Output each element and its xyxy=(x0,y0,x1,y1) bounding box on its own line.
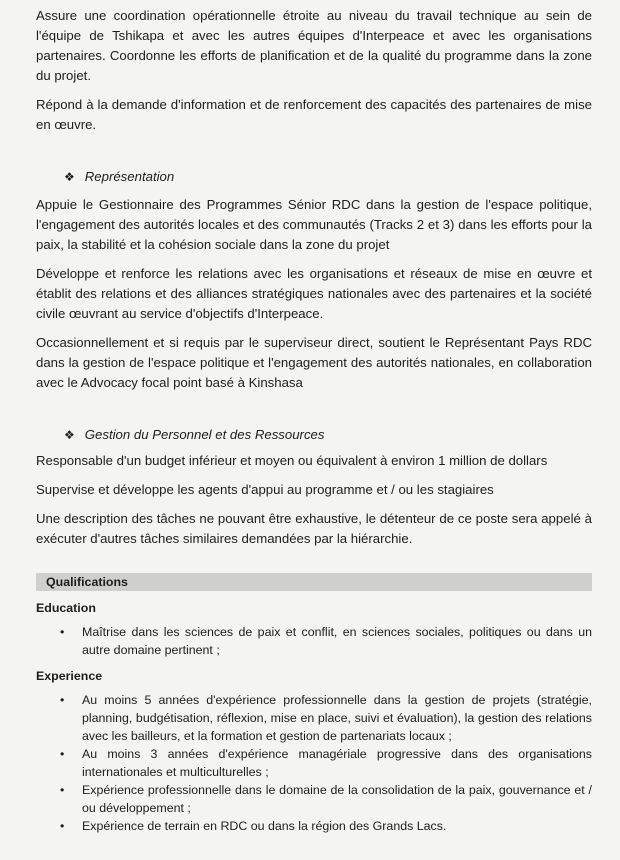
list-item: • Expérience de terrain en RDC ou dans la région des Grands Lacs. xyxy=(36,817,592,835)
education-list xyxy=(36,623,592,659)
representation-paragraph-2: Développe et renforce les relations avec les organisations et réseaux de mise en œuvre et établit des relations et des alliances stratégiques nationales avec des partenaires et la société civile œuvrant au service d'objectifs d'Interpeace. xyxy=(36,266,592,321)
list-item: • Au moins 5 années d'expérience professionnelle dans la gestion de projets (stratégie, planning, budgétisation, réflexion, mise en place, suivi et évaluation), la gestion des relations avec les bailleurs, et la formation et gestion de partenariats locaux ; xyxy=(36,691,592,745)
personnel-paragraph-3: Une description des tâches ne pouvant être exhaustive, le détenteur de ce poste sera appelé à exécuter d'autres tâches similaires demandées par la hiérarchie. xyxy=(36,511,592,546)
experience-heading: Experience xyxy=(36,669,103,683)
list-item: • Au moins 3 années d'expérience managériale progressive dans des organisations internationales et multiculturelles ; xyxy=(36,745,592,781)
intro-paragraph-1: Assure une coordination opérationnelle étroite au niveau du travail technique au sein de l'équipe de Tshikapa et avec les autres équipes d'Interpeace et avec les organisations partenaires. Coordonne les efforts de planification et de la qualité du programme dans la zone du projet. xyxy=(36,8,592,83)
intro-paragraph-2: Répond à la demande d'information et de renforcement des capacités des partenaires de mise en œuvre. xyxy=(36,97,592,132)
representation-paragraph-1: Appuie le Gestionnaire des Programmes Sénior RDC dans la gestion de l'espace politique, l'engagement des autorités locales et des communautés (Tracks 2 et 3) dans les efforts pour la paix, la stabilité et la cohésion sociale dans la zone du projet xyxy=(36,197,592,252)
diamond-bullet-icon: ❖ xyxy=(64,428,75,442)
diamond-bullet-icon: ❖ xyxy=(64,170,75,184)
document-page xyxy=(36,6,592,835)
experience-list xyxy=(36,691,592,835)
personnel-paragraph-1: Responsable d'un budget inférieur et moyen ou équivalent à environ 1 million de dollars xyxy=(36,453,548,468)
personnel-paragraph-2: Supervise et développe les agents d'appui au programme et / ou les stagiaires xyxy=(36,482,494,497)
section-heading-personnel xyxy=(36,425,592,445)
list-item: • Expérience professionnelle dans le domaine de la consolidation de la paix, gouvernance et / ou développement ; xyxy=(36,781,592,817)
representation-paragraph-3: Occasionnellement et si requis par le superviseur direct, soutient le Représentant Pays RDC dans la gestion de l'espace politique et l'engagement des autorités nationales, en collaboration avec le Advocacy focal point basé à Kinshasa xyxy=(36,335,592,390)
section-heading-label: Gestion du Personnel et des Ressources xyxy=(84,427,325,442)
education-heading: Education xyxy=(36,601,96,615)
qualifications-header: Qualifications xyxy=(36,573,592,591)
list-item: • Maîtrise dans les sciences de paix et conflit, en sciences sociales, politiques ou dans un autre domaine pertinent ; xyxy=(36,623,592,659)
section-heading-label: Représentation xyxy=(84,169,175,184)
section-heading-representation xyxy=(36,167,592,187)
